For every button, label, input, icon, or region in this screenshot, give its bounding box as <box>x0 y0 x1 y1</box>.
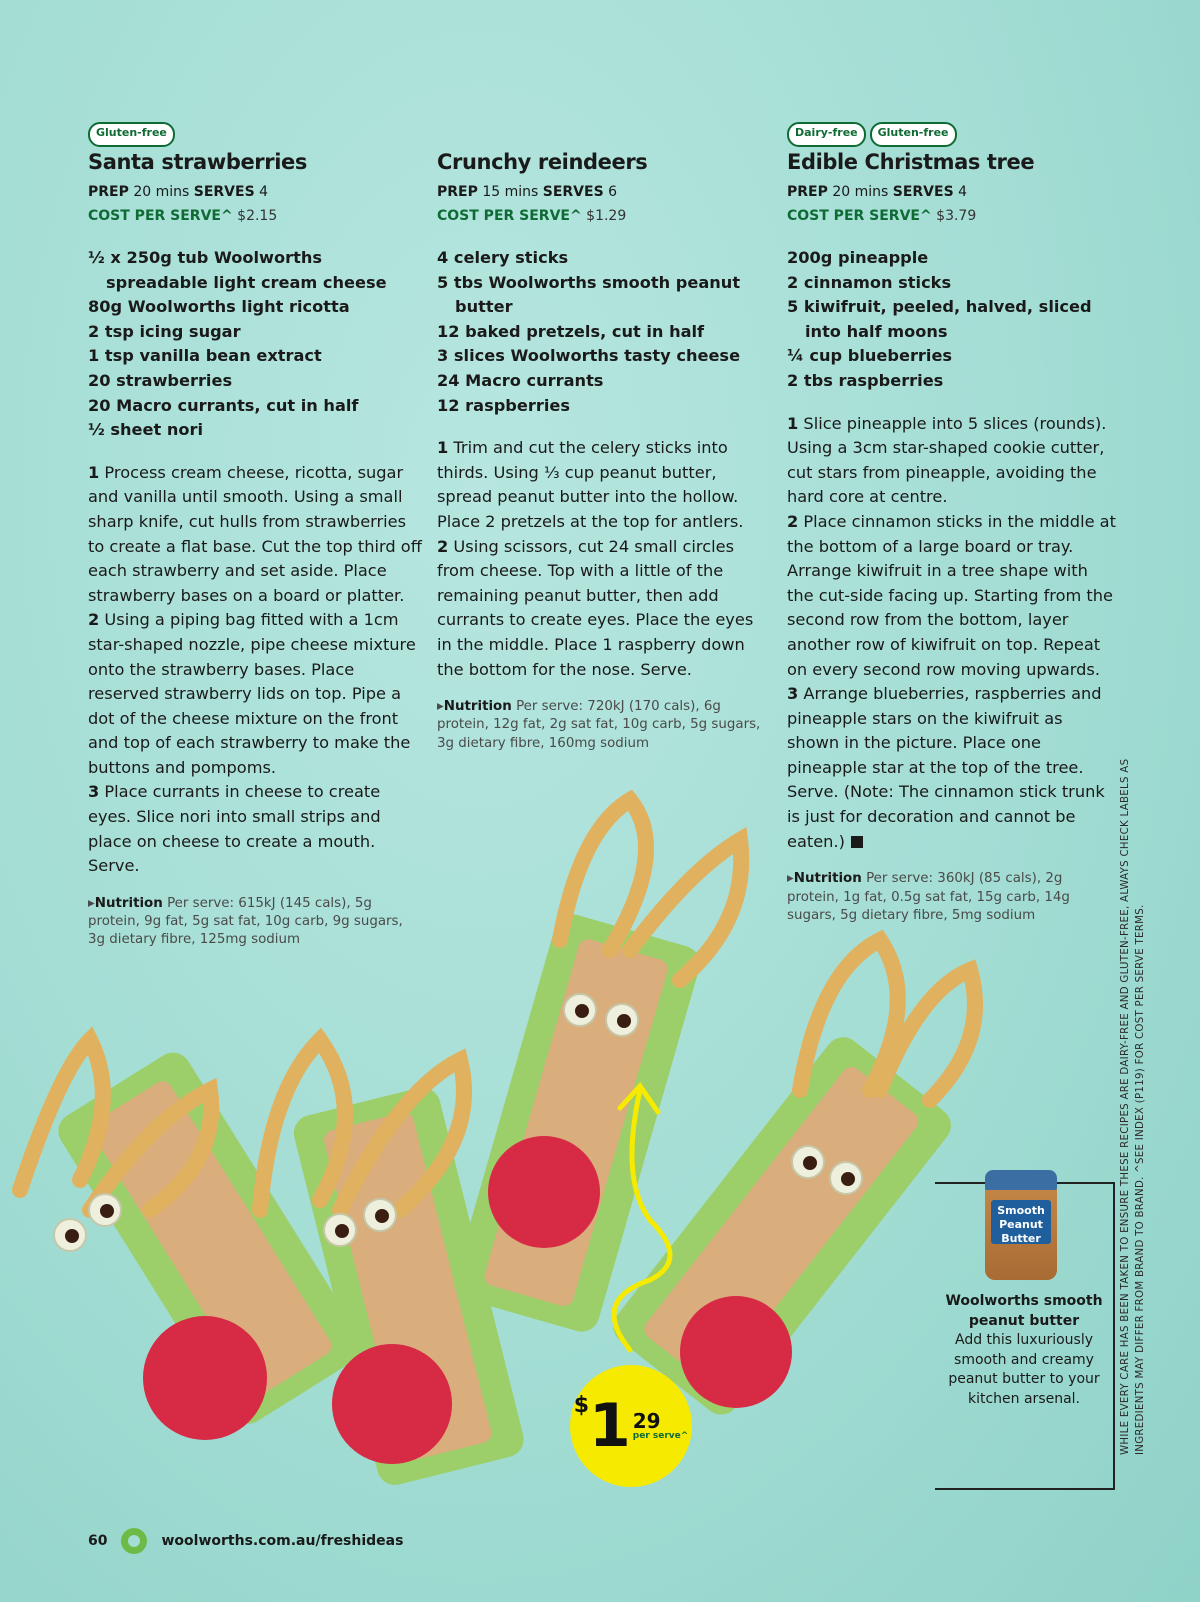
page-number: 60 <box>88 1533 108 1549</box>
gluten-free-badge: Gluten-free <box>88 122 175 147</box>
recipe-title: Edible Christmas tree <box>787 150 1035 174</box>
ingredient-item: 3 slices Woolworths tasty cheese <box>437 346 741 366</box>
method-step: 2 Using a piping bag fitted with a 1cm star-shaped nozzle, pipe cheese mixture onto the strawberry bases. Place reserved strawberry lids on top. Pipe a dot of the cheese mixture on the front and top of each strawberry to make the buttons and pompoms. <box>88 610 416 777</box>
method-step: 1 Trim and cut the celery sticks into thirds. Using ⅓ cup peanut butter, spread peanut butter into the hollow. Place 2 pretzels at the top for antlers. <box>437 438 744 531</box>
ingredient-item: 200g pineapple <box>787 248 929 267</box>
ingredient-item: 20 strawberries <box>88 370 233 390</box>
method-step: 1 Process cream cheese, ricotta, sugar and vanilla until smooth. Using a small sharp knife, cut hulls from strawberries to create a flat base. Cut the top third off each strawberry and set aside. Place strawberry bases on a board or platter. <box>88 462 422 605</box>
recipe-cost: COST PER SERVE^ $2.15 <box>88 208 278 224</box>
nutrition-info: ▸Nutrition Per serve: 615kJ (145 cals), 5g protein, 9g fat, 5g sat fat, 10g carb, 9g sugars, 3g dietary fibre, 125mg sodium <box>88 895 403 948</box>
ingredient-item: 5 kiwifruit, peeled, halved, sliced into half moons <box>787 297 1092 341</box>
price-tag <box>570 1365 692 1487</box>
ingredient-item: ½ sheet nori <box>88 420 204 440</box>
recipe-title: Crunchy reindeers <box>437 150 648 174</box>
method-step: 3 Arrange blueberries, raspberries and pineapple stars on the kiwifruit as shown in the picture. Place one pineapple star at the top of the tree. Serve. (Note: The cinnamon stick trunk is just for decoration and cannot be eaten.) <box>787 684 1105 851</box>
ingredient-item: 2 tsp icing sugar <box>88 321 241 341</box>
ingredient-item: 5 tbs Woolworths smooth peanut butter <box>437 272 741 317</box>
page-footer <box>88 1528 403 1554</box>
recipe-badges <box>437 122 767 148</box>
jar-label: Smooth Peanut Butter <box>991 1200 1051 1244</box>
method <box>437 436 767 682</box>
method-step: 2 Place cinnamon sticks in the middle at the bottom of a large board or tray. Arrange kiwifruit in a tree shape with the cut-side facing up. Starting from the second row from the bottom, layer another row of kiwifruit on top. Repeat on every second row moving upwards. <box>787 511 1116 679</box>
triangle-bullet-icon: ▸ <box>437 699 444 715</box>
recipe-prep-serves: PREP 15 mins SERVES 6 <box>437 184 618 200</box>
recipe-prep-serves: PREP 20 mins SERVES 4 <box>88 184 269 200</box>
recipe-badges <box>787 122 1117 148</box>
ingredient-item: 20 Macro currants, cut in half <box>88 395 359 415</box>
recipe-title: Santa strawberries <box>88 150 307 174</box>
product-description: Add this luxuriously smooth and creamy peanut butter to your kitchen arsenal. <box>948 1332 1100 1407</box>
nutrition-info: ▸Nutrition Per serve: 720kJ (170 cals), 6g protein, 12g fat, 2g sat fat, 10g carb, 5g sugars, 3g dietary fibre, 160mg sodium <box>437 699 761 751</box>
method-step: 2 Using scissors, cut 24 small circles from cheese. Top with a little of the remaining peanut butter, then add currants to create eyes. Place the eyes in the middle. Place 1 raspberry down the bottom for the nose. Serve. <box>437 536 754 679</box>
woolworths-logo-icon <box>121 1528 147 1554</box>
ingredient-item: ½ x 250g tub Woolworths spreadable light cream cheese <box>88 248 387 292</box>
ingredient-list <box>437 246 767 418</box>
footer-url[interactable]: woolworths.com.au/freshideas <box>161 1533 404 1549</box>
method <box>787 412 1117 855</box>
recipe-crunchy-reindeers <box>437 122 767 753</box>
price-cents: 29 <box>632 1409 661 1433</box>
disclaimer-note: WHILE EVERY CARE HAS BEEN TAKEN TO ENSURE THESE RECIPES ARE DAIRY-FREE AND GLUTEN-FREE, ALWAYS CHECK LABELS AS INGREDIENTS MAY DIFFER FROM BRAND TO BRAND. ^SEE INDEX (P119) FOR COST PER SERVE TERMS. <box>1120 758 1146 1455</box>
ingredient-item: 1 tsp vanilla bean extract <box>88 346 322 366</box>
ingredient-item: 2 cinnamon sticks <box>787 272 952 292</box>
ingredient-item: ¼ cup blueberries <box>787 346 953 366</box>
method-step: 3 Place currants in cheese to create eyes. Slice nori into small strips and place on cheese to create a mouth. Serve. <box>88 782 381 876</box>
ingredient-item: 2 tbs raspberries <box>787 370 944 390</box>
triangle-bullet-icon: ▸ <box>88 895 95 911</box>
nutrition-info: ▸Nutrition Per serve: 360kJ (85 cals), 2g protein, 1g fat, 0.5g sat fat, 15g carb, 14g sugars, 5g dietary fibre, 5mg sodium <box>787 871 1070 923</box>
gluten-free-badge: Gluten-free <box>870 122 957 147</box>
recipe-prep-serves: PREP 20 mins SERVES 4 <box>787 184 968 200</box>
price-whole: 1 <box>589 1391 631 1461</box>
price-per-serve: per serve^ <box>632 1431 689 1441</box>
recipe-cost: COST PER SERVE^ $3.79 <box>787 208 977 224</box>
method-step: 1 Slice pineapple into 5 slices (rounds). Using a 3cm star-shaped cookie cutter, cut stars from pineapple, avoiding the hard core at centre. <box>787 413 1107 507</box>
ingredient-item: 24 Macro currants <box>437 370 604 390</box>
ingredient-item: 12 raspberries <box>437 395 570 415</box>
ingredient-item: 12 baked pretzels, cut in half <box>437 321 705 341</box>
ingredient-list <box>787 246 1117 394</box>
triangle-bullet-icon: ▸ <box>787 871 794 887</box>
ingredient-list <box>88 246 423 443</box>
peanut-butter-jar-image <box>985 1170 1057 1280</box>
recipe-badges <box>88 122 423 148</box>
product-name: Woolworths smooth peanut butter <box>945 1293 1103 1329</box>
ingredient-item: 80g Woolworths light ricotta <box>88 297 350 317</box>
price-dollar: $ <box>573 1393 590 1418</box>
recipe-cost: COST PER SERVE^ $1.29 <box>437 208 627 224</box>
product-callout <box>935 1182 1113 1486</box>
dairy-free-badge: Dairy-free <box>787 122 866 147</box>
ingredient-item: 4 celery sticks <box>437 248 569 267</box>
